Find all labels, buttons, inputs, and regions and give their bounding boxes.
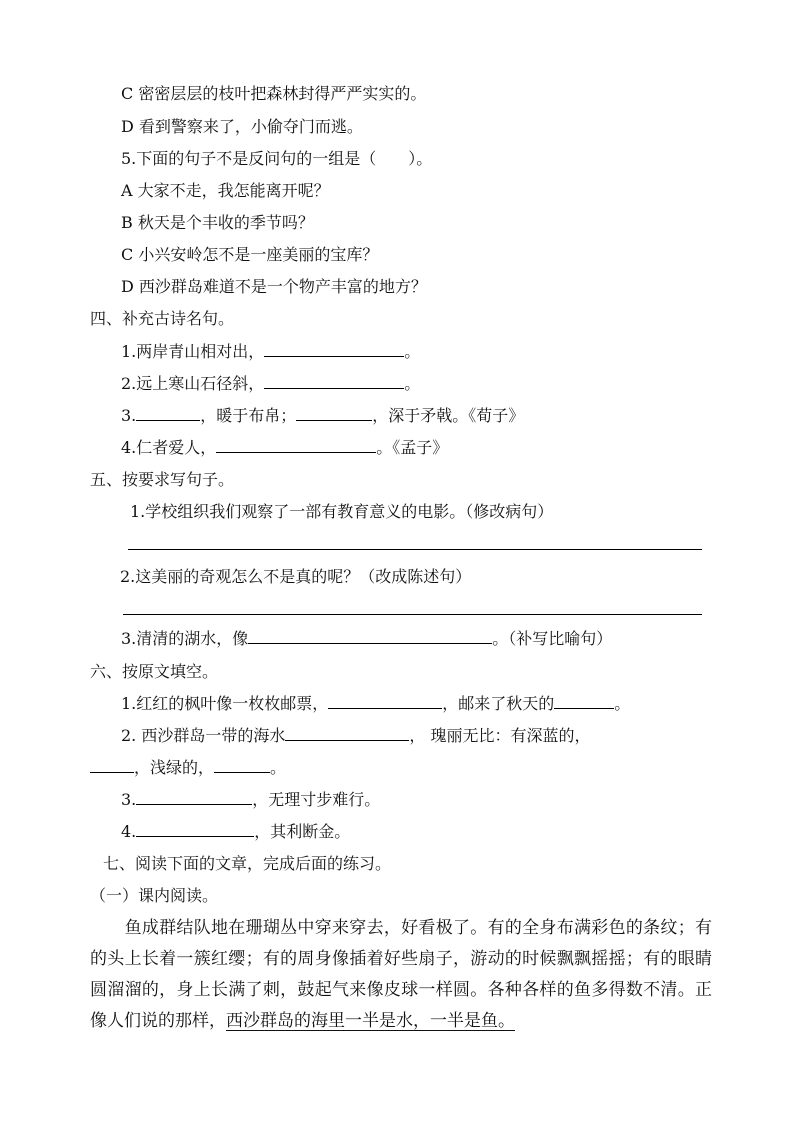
sec6-item-1: 1.红红的枫叶像一枚枚邮票， ，邮来了秋天的 。 <box>121 694 631 713</box>
answer-blank[interactable] <box>90 758 134 773</box>
answer-blank[interactable] <box>264 342 404 357</box>
reading-passage: 鱼成群结队地在珊瑚丛中穿来穿去，好看极了。有的全身布满彩色的条纹；有的头上长着一簇红缨；有的周身像插着好些扇子，游动的时候飘飘摇摇；有的眼睛圆溜溜的，身上长满了刺，鼓起气来像皮球一样圆。各种各样的鱼多得数不清。正像人们说的那样，西沙群岛的海里一半是水，一半是鱼。 <box>90 918 712 1031</box>
sec5-item-2: 2.这美丽的奇观怎么不是真的呢？（改成陈述句） <box>120 567 472 586</box>
underlined-sentence: 西沙群岛的海里一半是水，一半是鱼。 <box>226 1011 515 1031</box>
q4-option-d: D 看到警察来了，小偷夺门而逃。 <box>121 117 363 136</box>
sec4-item-3: 3. ，暖于布帛； ，深于矛戟。《荀子》 <box>121 406 525 425</box>
answer-blank[interactable] <box>328 694 442 709</box>
sec5-item-1: 1.学校组织我们观察了一部有教育意义的电影。（修改病句） <box>130 502 554 521</box>
answer-blank[interactable] <box>216 438 376 453</box>
sec4-item-4: 4.仁者爱人， 。《孟子》 <box>121 438 449 457</box>
answer-blank[interactable] <box>285 726 409 741</box>
q5-option-c: C 小兴安岭怎不是一座美丽的宝库？ <box>121 245 379 264</box>
answer-blank[interactable] <box>136 822 254 837</box>
answer-line[interactable] <box>123 614 702 615</box>
section-6-title: 六、按原文填空。 <box>90 662 219 681</box>
answer-blank[interactable] <box>248 629 492 644</box>
answer-blank[interactable] <box>264 374 404 389</box>
sec6-item-2: 2. 西沙群岛一带的海水 ， 瑰丽无比：有深蓝的， <box>121 726 591 745</box>
q5-option-b: B 秋天是个丰收的季节吗？ <box>121 213 314 232</box>
q5-option-d: D 西沙群岛难道不是一个物产丰富的地方？ <box>121 277 427 296</box>
answer-blank[interactable] <box>214 758 270 773</box>
sec6-item-4: 4. ，其利断金。 <box>121 822 351 841</box>
section-7-subtitle: （一）课内阅读。 <box>90 886 219 905</box>
section-4-title: 四、补充古诗名句。 <box>90 309 235 328</box>
sec5-item-3: 3.清清的湖水，像 。（补写比喻句） <box>121 629 613 648</box>
q5-option-a: A 大家不走，我怎能离开呢？ <box>121 181 330 200</box>
q5-stem: 5.下面的句子不是反问句的一组是（ ）。 <box>121 149 433 168</box>
sec4-item-2: 2.远上寒山石径斜， 。 <box>121 374 421 393</box>
sec6-item-3: 3. ，无理寸步难行。 <box>121 790 381 809</box>
answer-blank[interactable] <box>136 790 252 805</box>
sec4-item-1: 1.两岸青山相对出， 。 <box>121 342 421 361</box>
q4-option-c: C 密密层层的枝叶把森林封得严严实实的。 <box>121 84 427 103</box>
answer-blank[interactable] <box>136 406 200 421</box>
section-7-title: 七、阅读下面的文章，完成后面的练习。 <box>103 854 392 873</box>
answer-blank[interactable] <box>554 694 614 709</box>
section-5-title: 五、按要求写句子。 <box>90 470 235 489</box>
answer-line[interactable] <box>128 549 702 550</box>
answer-blank[interactable] <box>296 406 372 421</box>
sec6-item-2-cont: ，浅绿的， 。 <box>90 758 286 778</box>
